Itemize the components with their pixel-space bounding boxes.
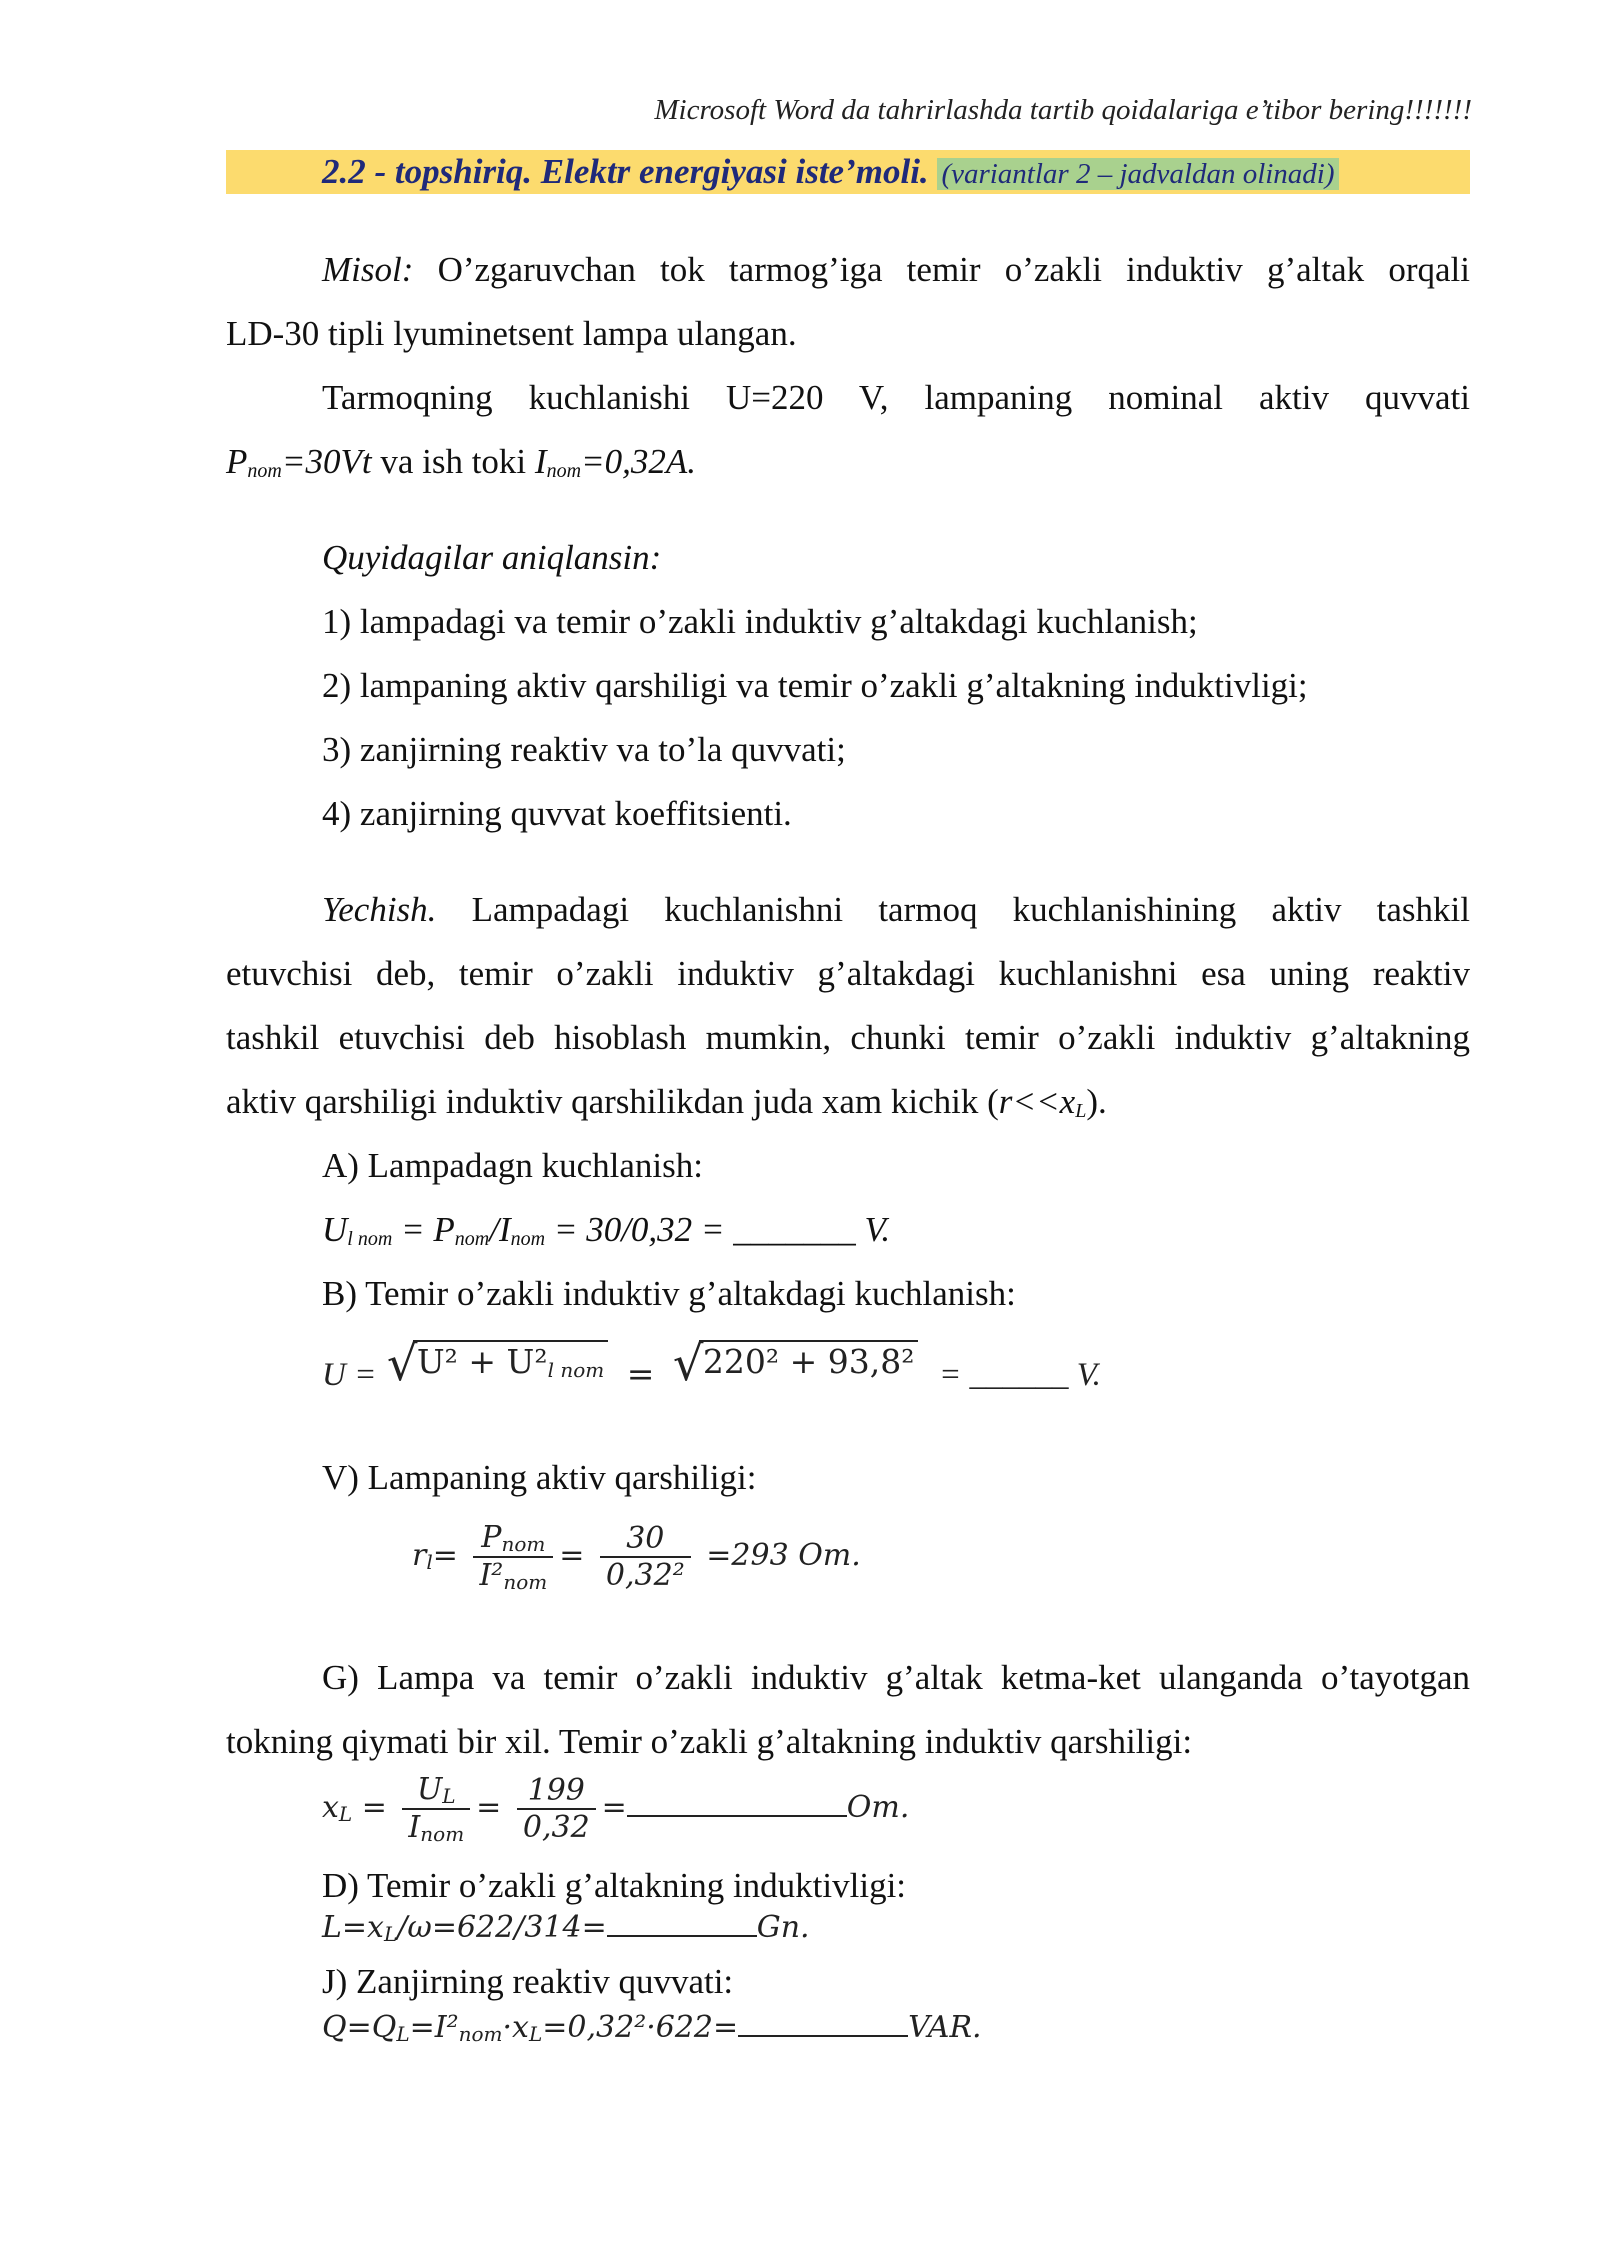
- j-xsub: L: [528, 2022, 543, 2046]
- b-rad1sub: l nom: [547, 1358, 605, 1382]
- example-label: Misol:: [322, 250, 414, 289]
- example-line-2: LD-30 tipli lyuminetsent lampa ulangan.: [226, 314, 797, 353]
- p-sub: nom: [247, 460, 282, 482]
- b-sqrt-2: √ 220² + 93,8²: [673, 1340, 919, 1381]
- a-rest: = 30/0,32 = _______ V.: [545, 1210, 891, 1249]
- g-blank: [627, 1815, 847, 1817]
- v-lhssub: l: [426, 1550, 433, 1574]
- step-v-formula: $r_l=$ $\frac{P_{nom}}{I^2_{nom}}$ = $\frac{30}{\text{0,32²}}$ =293 Om.: [412, 1520, 861, 1594]
- step-d-formula: [322, 1910, 810, 1946]
- b-u: U =: [322, 1357, 377, 1393]
- example-line-4: [226, 430, 696, 503]
- i-sub: nom: [546, 460, 582, 482]
- i-symbol: I: [534, 442, 547, 481]
- step-a-title: A) Lampadagn kuchlanish:: [322, 1146, 704, 1185]
- example-text-3: Tarmoqning kuchlanishi U=220 V, lampaning nominal aktiv quvvati: [322, 378, 1470, 417]
- d-rest: /ω=622/314=: [397, 1910, 607, 1945]
- g-frac-1: [402, 1772, 470, 1846]
- b-end: = ______ V.: [938, 1357, 1101, 1393]
- p-value: =30Vt: [281, 442, 372, 481]
- v-num1: P: [481, 1520, 502, 1555]
- step-j-formula: [322, 2010, 982, 2046]
- g-lhssub: L: [338, 1802, 353, 1826]
- v-den1sub: nom: [503, 1570, 548, 1594]
- d-blank: [607, 1935, 757, 1937]
- g-lhs: x: [322, 1790, 339, 1825]
- header-note: Microsoft Word da tahrirlashda tartib qoidalariga e’tibor bering!!!!!!!: [654, 94, 1472, 126]
- p-symbol: P: [226, 442, 248, 481]
- a-usub: l nom: [347, 1228, 393, 1250]
- g-result: Om.: [846, 1790, 910, 1825]
- b-eq: =: [626, 1354, 655, 1393]
- find-item-2: 2) lampaning aktiv qarshiligi va temir o’zakli g’altakning induktivligi;: [322, 666, 1308, 705]
- example-text-1: O’zgaruvchan tok tarmog’iga temir o’zakli induktiv g’altak orqali: [413, 250, 1470, 289]
- solution-line-2: etuvchisi deb, temir o’zakli induktiv g’altakdagi kuchlanishni esa uning reaktiv: [226, 954, 1470, 993]
- solution-line-3: tashkil etuvchisi deb hisoblash mumkin, chunki temir o’zakli induktiv g’altakning: [226, 1018, 1470, 1057]
- step-a-formula: [322, 1198, 890, 1271]
- task-title: [322, 152, 1339, 192]
- a-isub: nom: [510, 1228, 546, 1250]
- g-frac-2: [517, 1773, 596, 1845]
- b-rad2: 220² + 93,8²: [699, 1340, 919, 1381]
- v-frac-1: [473, 1520, 553, 1594]
- d-formula: L=x: [322, 1910, 384, 1945]
- solution-line-4: [226, 1070, 1107, 1143]
- v-frac-2: [600, 1521, 691, 1593]
- g-den1sub: nom: [420, 1822, 465, 1846]
- d-sub: L: [383, 1922, 398, 1946]
- example-mid: va ish toki: [371, 442, 535, 481]
- task-note: (variantlar 2 – jadvaldan olinadi): [937, 158, 1338, 190]
- a-i: /I: [489, 1210, 511, 1249]
- a-psub: nom: [454, 1228, 490, 1250]
- b-sqrt-1: √ $U^2 + U^2_{l nom}$: [387, 1340, 608, 1382]
- b-rad1: U² + U²: [416, 1342, 548, 1381]
- j-mid: =I²: [409, 2010, 459, 2045]
- step-g-line-1: [226, 1646, 1470, 1710]
- g-text-1: G) Lampa va temir o’zakli induktiv g’altak ketma-ket ulanganda o’tayotgan: [322, 1658, 1470, 1697]
- task-title-text: 2.2 - topshiriq. Elektr energiyasi iste’moli.: [322, 152, 929, 191]
- j-x: ·x: [502, 2010, 529, 2045]
- solution-text-1: Lampadagi kuchlanishni tarmoq kuchlanishining aktiv tashkil: [436, 890, 1470, 929]
- solution-line-1: [226, 878, 1470, 942]
- j-sub: L: [396, 2022, 410, 2046]
- step-g-line-2: tokning qiymati bir xil. Temir o’zakli g’altakning induktiv qarshiligi:: [226, 1722, 1193, 1761]
- g-num2: 199: [517, 1773, 596, 1810]
- v-num2: 30: [600, 1521, 691, 1558]
- find-item-1: 1) lampadagi va temir o’zakli induktiv g’altakdagi kuchlanish;: [322, 602, 1198, 641]
- example-line-3: [226, 366, 1470, 430]
- a-u: U: [322, 1210, 348, 1249]
- solution-label: Yechish.: [322, 890, 437, 929]
- g-num1sub: L: [442, 1784, 456, 1808]
- j-rest: =0,32²·622=: [542, 2010, 739, 2045]
- r-less-x: r<<x: [998, 1082, 1076, 1121]
- step-b-formula: [322, 1336, 1101, 1394]
- solution-text-4: aktiv qarshiligi induktiv qarshilikdan juda xam kichik (: [226, 1082, 999, 1121]
- v-den2: 0,32²: [605, 1558, 685, 1593]
- j-unit: VAR.: [908, 2010, 982, 2045]
- d-unit: Gn.: [756, 1910, 810, 1945]
- j-blank: [738, 2035, 908, 2037]
- step-v-title: V) Lampaning aktiv qarshiligi:: [322, 1458, 757, 1497]
- step-d-title: D) Temir o’zakli g’altakning induktivligi:: [322, 1866, 907, 1905]
- example-line-1: [226, 238, 1470, 302]
- v-den1: I²: [479, 1558, 504, 1593]
- find-title-text: Quyidagilar aniqlansin:: [322, 538, 662, 577]
- g-num1: U: [417, 1772, 443, 1807]
- v-result: =293 Om.: [706, 1538, 861, 1573]
- i-value: =0,32A.: [581, 442, 697, 481]
- xl-sub: L: [1075, 1100, 1087, 1122]
- a-p: = P: [392, 1210, 455, 1249]
- find-item-4: 4) zanjirning quvvat koeffitsienti.: [322, 794, 792, 833]
- find-item-3: 3) zanjirning reaktiv va to’la quvvati;: [322, 730, 846, 769]
- step-b-title: B) Temir o’zakli induktiv g’altakdagi kuchlanish:: [322, 1274, 1016, 1313]
- step-g-formula: $x_L$ = $\frac{U_L}{I_{nom}}$ = $\frac{199}{0,32}$ = Om.: [322, 1772, 910, 1846]
- step-j-title: J) Zanjirning reaktiv quvvati:: [322, 1962, 734, 2001]
- j-midsub: nom: [458, 2022, 503, 2046]
- g-den2: 0,32: [522, 1810, 590, 1845]
- v-num1sub: nom: [501, 1532, 546, 1556]
- find-title: [322, 526, 661, 590]
- v-lhs: r: [412, 1538, 427, 1573]
- j-formula: Q=Q: [322, 2010, 397, 2045]
- solution-close: ).: [1086, 1082, 1107, 1121]
- g-den1: I: [408, 1810, 421, 1845]
